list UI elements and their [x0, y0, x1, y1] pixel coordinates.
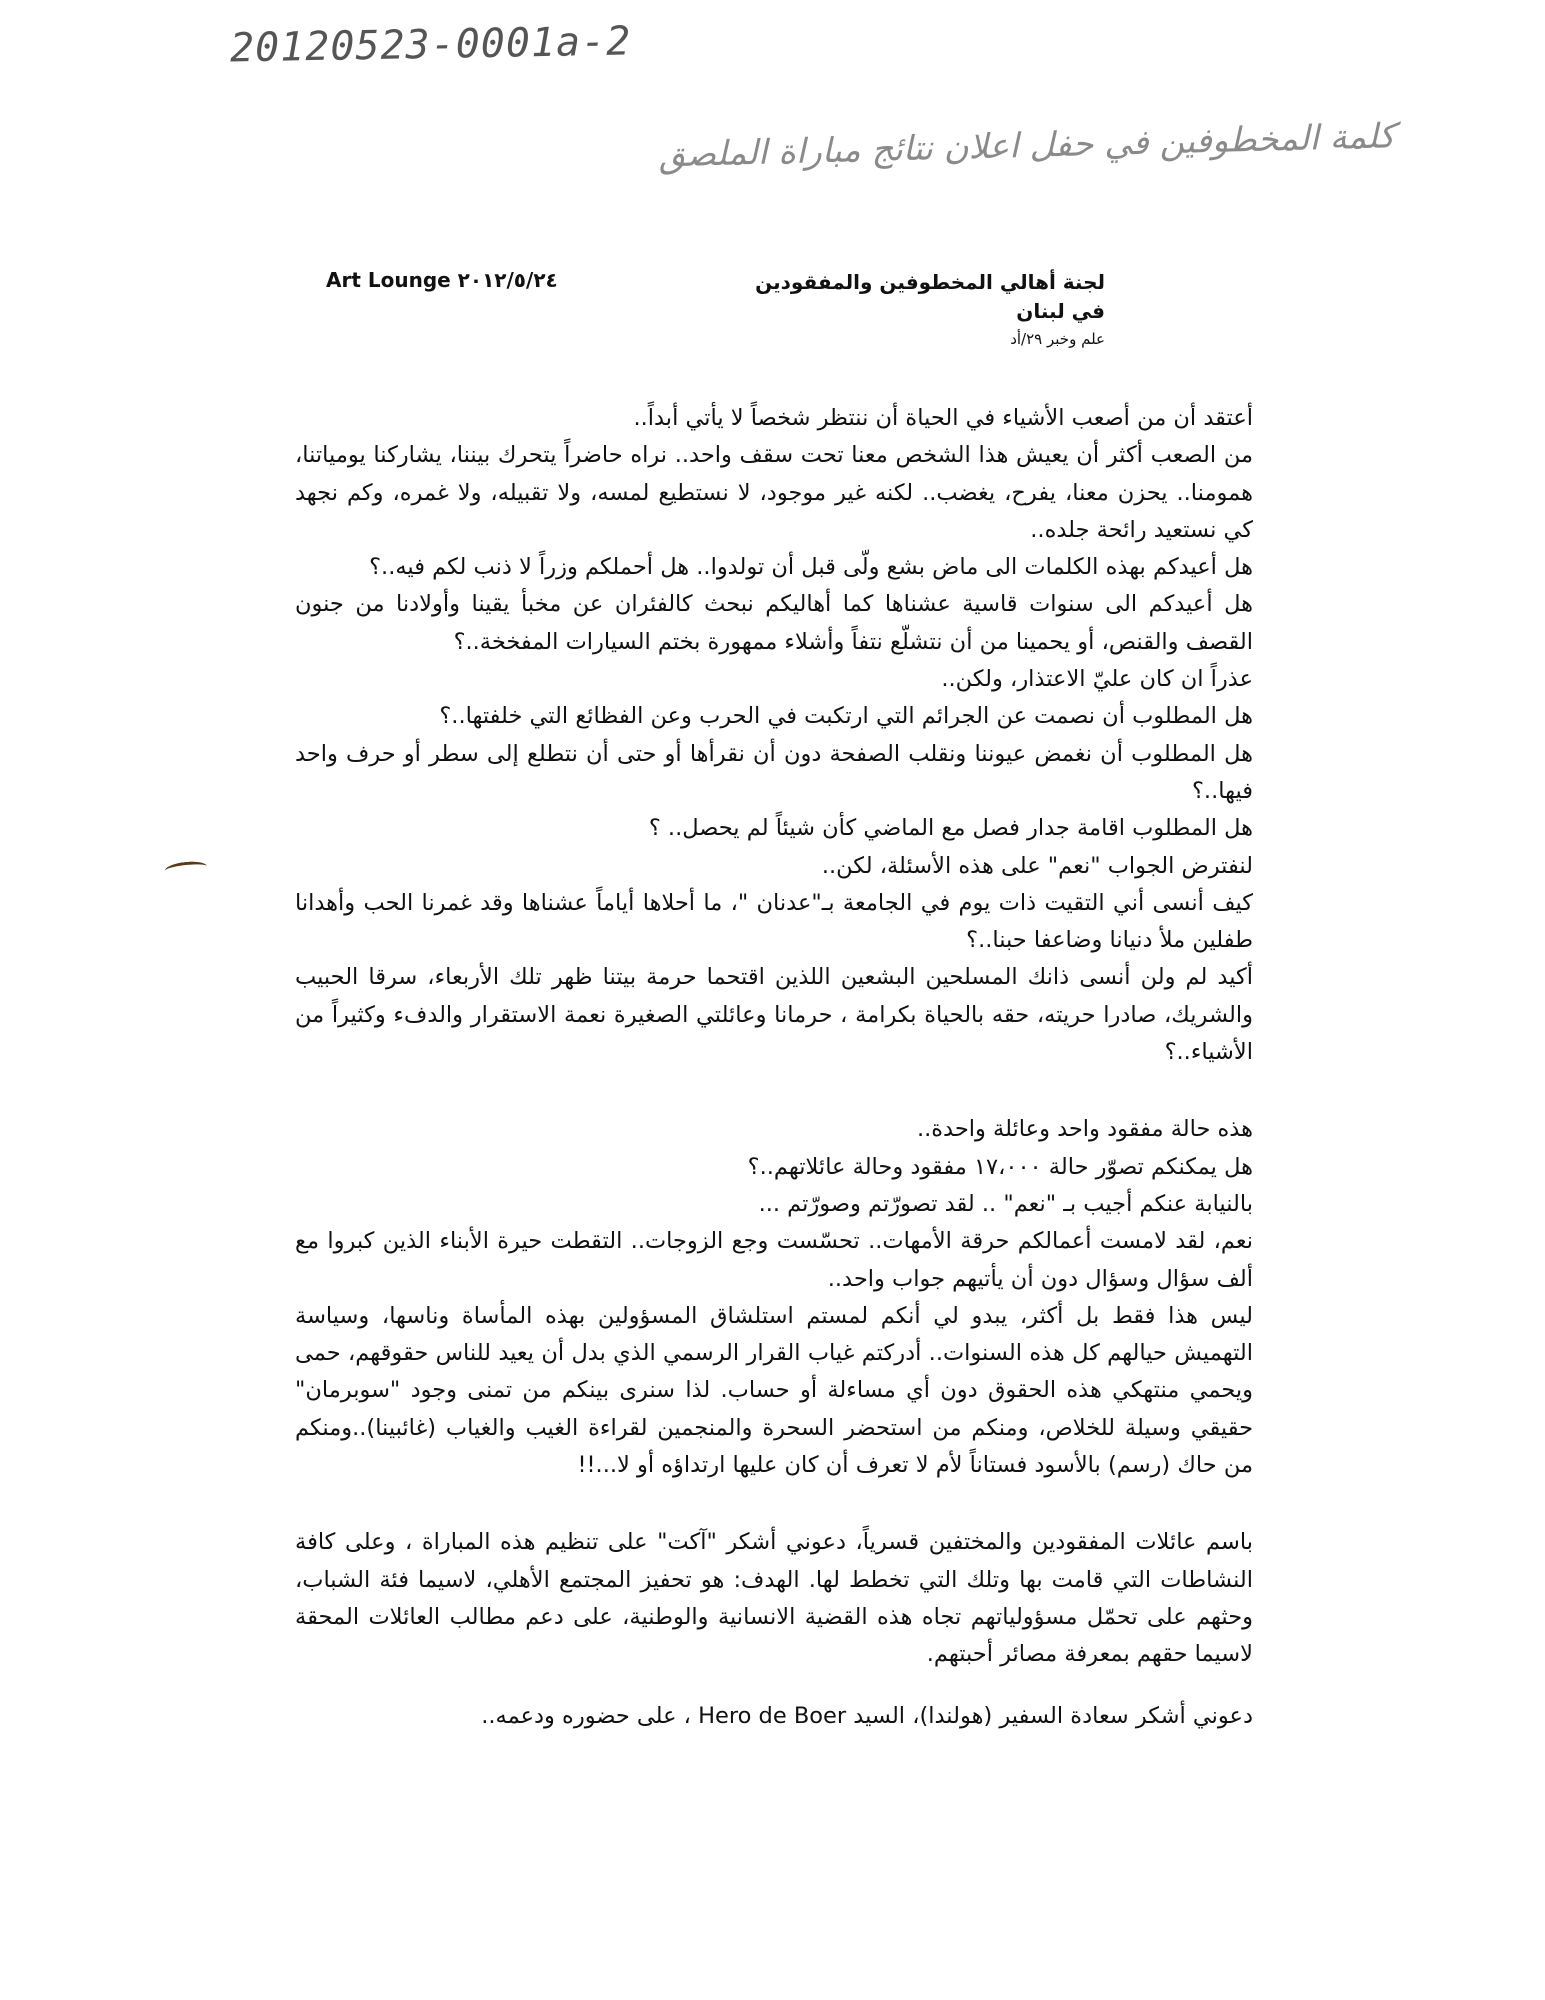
- organization-country: في لبنان: [1016, 299, 1105, 323]
- organization-header: [755, 268, 1105, 352]
- speech-body: [295, 400, 1253, 1735]
- organization-name: لجنة أهالي المخطوفين والمفقودين: [755, 270, 1105, 294]
- paragraph: أكيد لم ولن أنسى ذانك المسلحين البشعين اللذين اقتحما حرمة بيتنا ظهر تلك الأربعاء، سرقا الحبيب والشريك، صادرا حريته، حقه بالحياة بكرامة ، حرمانا وعائلتي الصغيرة نعمة الاستقرار والدفء وكثيراً من الأشياء..؟: [295, 964, 1253, 1066]
- paragraph: عذراً ان كان عليّ الاعتذار، ولكن..: [941, 666, 1253, 693]
- paragraph: لنفترض الجواب "نعم" على هذه الأسئلة، لكن..: [821, 852, 1253, 879]
- paragraph: هذه حالة مفقود واحد وعائلة واحدة..: [916, 1116, 1253, 1143]
- venue-date: Art Lounge ٢٠١٢/٥/٢٤: [326, 268, 558, 292]
- paragraph: باسم عائلات المفقودين والمختفين قسرياً، دعوني أشكر "آكت" على تنظيم هذه المباراة ، وعلى كافة النشاطات التي قامت بها وتلك التي تخطط لها. الهدف: هو تحفيز المجتمع الأهلي، لاسيما فئة الشباب، وحثهم على تحمّل مسؤولياتهم تجاه هذه القضية الانسانية والوطنية، على دعم مطالب العائلات المحقة لاسيما حقهم بمعرفة مصائر أحبتهم.: [295, 1529, 1253, 1668]
- paragraph: هل يمكنكم تصوّر حالة ١٧،٠٠٠ مفقود وحالة عائلاتهم..؟: [747, 1153, 1253, 1180]
- paragraph: بالنيابة عنكم أجيب بـ "نعم" .. لقد تصورّتم وصورّتم ...: [758, 1190, 1253, 1217]
- paragraph: هل المطلوب أن نصمت عن الجرائم التي ارتكبت في الحرب وعن الفظائع التي خلفتها..؟: [439, 703, 1253, 730]
- paragraph-spacer: [295, 1071, 1253, 1111]
- paragraph-spacer: [295, 1484, 1253, 1524]
- paragraph: كيف أنسى أني التقيت ذات يوم في الجامعة بـ"عدنان "، ما أحلاها أياماً عشناها وقد غمرنا الحب وأهدانا طفلين ملأ دنيانا وضاعفا حبنا..؟: [295, 889, 1253, 954]
- paragraph: هل المطلوب اقامة جدار فصل مع الماضي كأن شيئاً لم يحصل.. ؟: [648, 815, 1253, 842]
- paragraph: هل أعيدكم الى سنوات قاسية عشناها كما أهاليكم نبحث كالفئران عن مخبأ يقينا وأولادنا من جنون القصف والقنص، أو يحمينا من أن نتشلّع نتفاً وأشلاء ممهورة بختم السيارات المفخخة..؟: [295, 591, 1253, 655]
- paragraph: أعتقد أن من أصعب الأشياء في الحياة أن ننتظر شخصاً لا يأتي أبداً..: [633, 405, 1253, 431]
- registration-number: علم وخبر ٢٩/أد: [1010, 330, 1105, 348]
- paragraph: دعوني أشكر سعادة السفير (هولندا)، السيد Hero de Boer ، على حضوره ودعمه..: [481, 1702, 1253, 1729]
- paragraph: من الصعب أكثر أن يعيش هذا الشخص معنا تحت سقف واحد.. نراه حاضراً يتحرك بيننا، يشاركنا يومياتنا، همومنا.. يحزن معنا، يفرح، يغضب.. لكنه غير موجود، لا نستطيع لمسه، ولا تقبيله، ولا غمره، وكم نجهد كي نستعيد رائحة جلده..: [295, 442, 1253, 543]
- handwritten-archive-reference: 20120523-0001a-2: [229, 18, 632, 72]
- handwritten-title-note: كلمة المخطوفين في حفل اعلان نتائج مباراة الملصق: [658, 116, 1396, 176]
- stray-ink-mark: [164, 860, 207, 877]
- paragraph-spacer: [295, 1674, 1253, 1698]
- paragraph: ليس هذا فقط بل أكثر، يبدو لي أنكم لمستم استلشاق المسؤولين بهذه المأساة وناسها، وسياسة التهميش حيالهم كل هذه السنوات.. أدركتم غياب القرار الرسمي الذي بدل أن يعيد للناس حقوقهم، حمى ويحمي منتهكي هذه الحقوق دون أي مساءلة أو حساب. لذا سنرى بينكم من تمنى وجود "سوبرمان" حقيقي وسيلة للخلاص، ومنكم من استحضر السحرة والمنجمين لقراءة الغيب والغياب (غائبينا)..ومنكم من حاك (رسم) بالأسود فستاناً لأم لا تعرف أن كان عليها ارتداؤه أو لا...!!: [295, 1302, 1253, 1479]
- paragraph: هل أعيدكم بهذه الكلمات الى ماض بشع ولّى قبل أن تولدوا.. هل أحملكم وزراً لا ذنب لكم فيه..؟: [369, 554, 1253, 581]
- paragraph: هل المطلوب أن نغمض عيوننا ونقلب الصفحة دون أن نقرأها أو حتى أن نتطلع إلى سطر أو حرف واحد فيها..؟: [295, 740, 1253, 804]
- paragraph: نعم، لقد لامست أعمالكم حرقة الأمهات.. تحسّست وجع الزوجات.. التقطت حيرة الأبناء الذين كبروا مع ألف سؤال وسؤال دون أن يأتيهم جواب واحد..: [295, 1228, 1253, 1292]
